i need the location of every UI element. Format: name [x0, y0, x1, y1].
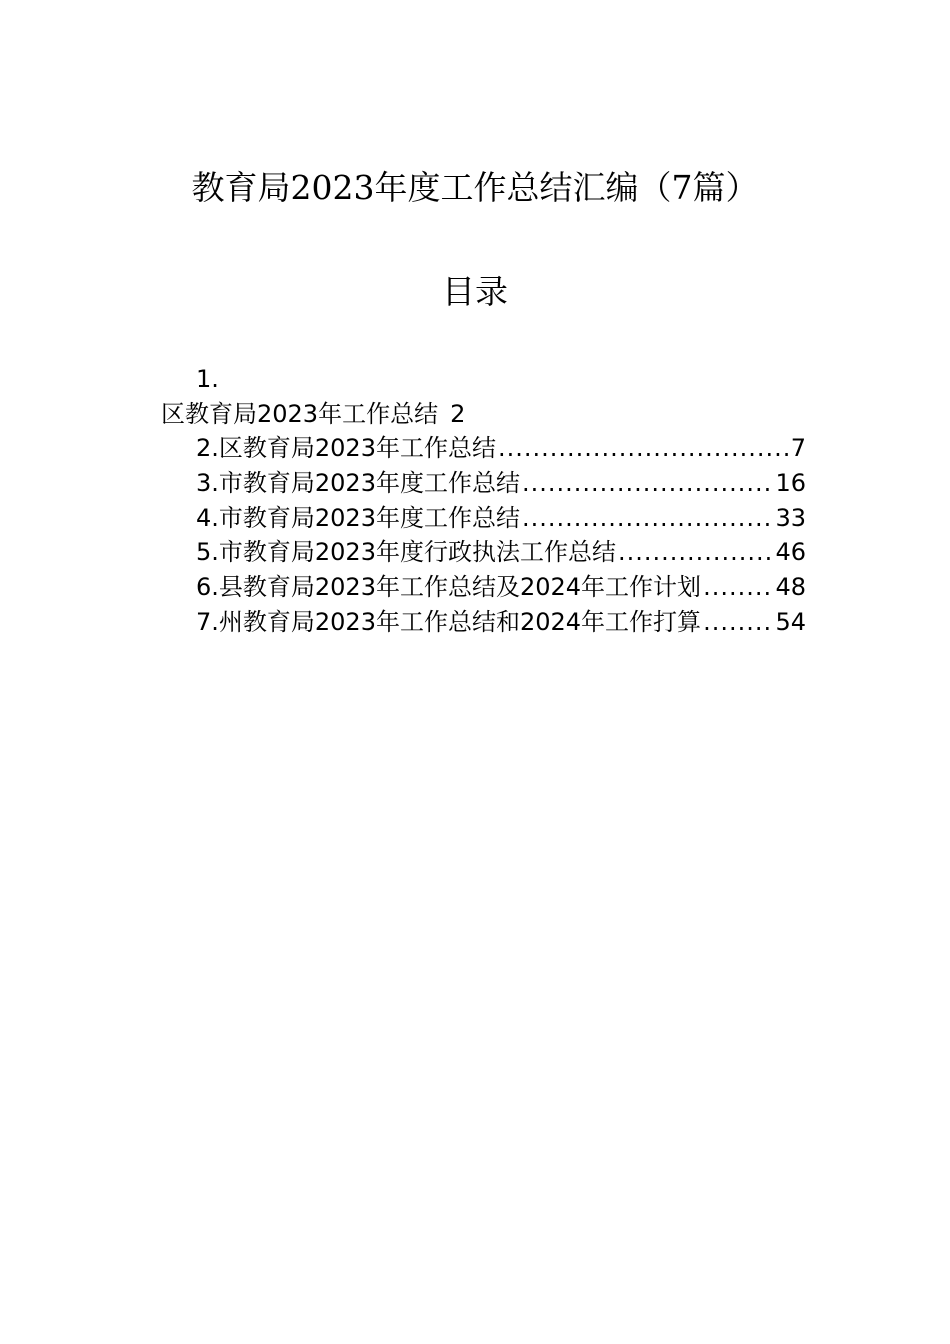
toc-entry-1-page: 2: [450, 400, 466, 428]
toc-entry-2[interactable]: [196, 431, 806, 465]
toc-dot-leader: [703, 570, 773, 604]
toc-entry-3[interactable]: [196, 466, 806, 500]
toc-entry-4-page: 33: [775, 504, 806, 532]
toc-heading: 目录: [442, 272, 508, 311]
toc-dot-leader: [703, 605, 773, 639]
toc-entry-3-title: 3.市教育局2023年度工作总结: [196, 469, 520, 497]
toc-entry-2-page: 7: [790, 434, 806, 462]
toc-entry-1-number[interactable]: 1.: [196, 365, 219, 393]
toc-entry-7[interactable]: [196, 605, 806, 639]
toc-entry-6[interactable]: [196, 570, 806, 604]
toc-entry-6-title: 6.县教育局2023年工作总结及2024年工作计划: [196, 573, 702, 601]
toc-entry-1-title: 区教育局2023年工作总结: [161, 400, 439, 428]
toc-entry-1[interactable]: [161, 397, 465, 431]
toc-dot-leader: [618, 535, 773, 569]
toc-entry-7-page: 54: [775, 608, 806, 636]
toc-entry-4[interactable]: [196, 501, 806, 535]
toc-entry-5-title: 5.市教育局2023年度行政执法工作总结: [196, 538, 616, 566]
toc-entry-5-page: 46: [775, 538, 806, 566]
toc-entry-6-page: 48: [775, 573, 806, 601]
toc-dot-leader: [498, 431, 789, 465]
toc-dot-leader: [522, 466, 773, 500]
toc-entry-5[interactable]: [196, 535, 806, 569]
toc-entry-2-title: 2.区教育局2023年工作总结: [196, 434, 496, 462]
document-title: 教育局2023年度工作总结汇编（7篇）: [191, 168, 759, 207]
toc-dot-leader: [522, 501, 773, 535]
toc-entry-7-title: 7.州教育局2023年工作总结和2024年工作打算: [196, 608, 702, 636]
toc-entry-3-page: 16: [775, 469, 806, 497]
toc-entry-4-title: 4.市教育局2023年度工作总结: [196, 504, 520, 532]
